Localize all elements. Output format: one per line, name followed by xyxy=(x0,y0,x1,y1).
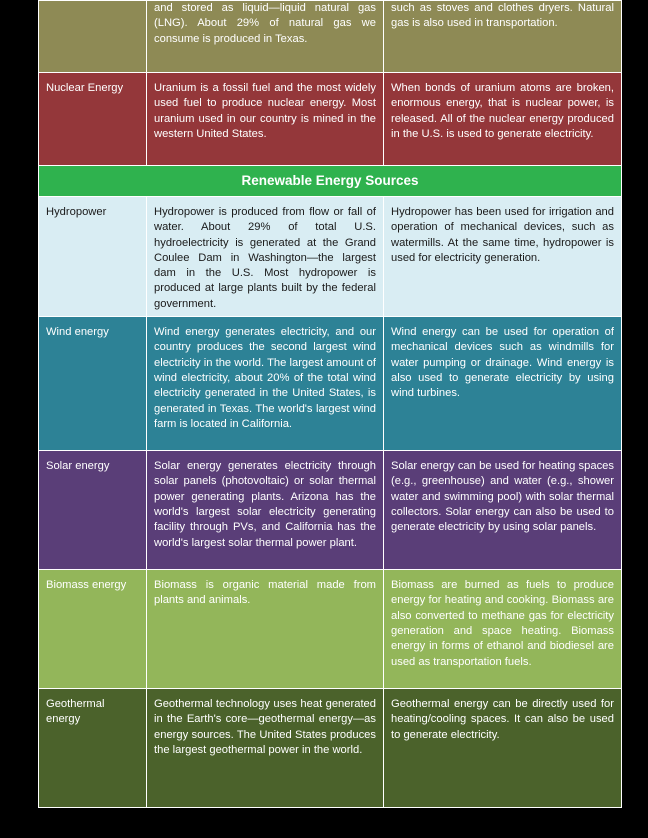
energy-source-cell: and stored as liquid—liquid natural gas (LNG). About 29% of natural gas we consume is produced in Texas. xyxy=(147,1,384,73)
table-row-hydropower xyxy=(39,197,622,317)
table-row-natural-gas-continuation xyxy=(39,1,622,73)
energy-name-cell: Nuclear Energy xyxy=(39,73,147,166)
table-row-solar-energy xyxy=(39,451,622,570)
energy-name-cell: Solar energy xyxy=(39,451,147,570)
energy-sources-table xyxy=(38,0,622,808)
energy-source-cell: Geothermal technology uses heat generated in the Earth's core—geothermal energy—as energy sources. The United States produces the largest geothermal power in the world. xyxy=(147,689,384,808)
energy-use-cell: Solar energy can be used for heating spaces (e.g., greenhouse) and water (e.g., shower water and swimming pool) with solar thermal collectors. Solar energy can also be used to generate electricity by using solar panels. xyxy=(384,451,622,570)
table-row-wind-energy xyxy=(39,317,622,451)
energy-use-cell: such as stoves and clothes dryers. Natural gas is also used in transportation. xyxy=(384,1,622,73)
energy-use-cell: Biomass are burned as fuels to produce energy for heating and cooking. Biomass are also converted to methane gas for electricity generation and space heating. Biomass energy in forms of ethanol and biodiesel are used as transportation fuels. xyxy=(384,570,622,689)
energy-source-cell: Biomass is organic material made from plants and animals. xyxy=(147,570,384,689)
energy-name-cell: Hydropower xyxy=(39,197,147,317)
energy-name-cell: Biomass energy xyxy=(39,570,147,689)
energy-source-cell: Uranium is a fossil fuel and the most widely used fuel to produce nuclear energy. Most uranium used in our country is mined in the western United States. xyxy=(147,73,384,166)
energy-name-cell: Geothermal energy xyxy=(39,689,147,808)
section-header-row xyxy=(39,166,622,197)
energy-use-cell: When bonds of uranium atoms are broken, enormous energy, that is nuclear power, is released. All of the nuclear energy produced in the U.S. is used to generate electricity. xyxy=(384,73,622,166)
energy-source-cell: Solar energy generates electricity through solar panels (photovoltaic) or solar thermal power generating plants. Arizona has the world's largest solar electricity generating facility through PVs, and California has the world's largest solar thermal power plant. xyxy=(147,451,384,570)
table-row-biomass-energy xyxy=(39,570,622,689)
energy-use-cell: Geothermal energy can be directly used for heating/cooling spaces. It can also be used to generate electricity. xyxy=(384,689,622,808)
energy-use-cell: Hydropower has been used for irrigation and operation of mechanical devices, such as watermills. At the same time, hydropower is used for electricity generation. xyxy=(384,197,622,317)
energy-name-cell: Wind energy xyxy=(39,317,147,451)
energy-name-cell xyxy=(39,1,147,73)
energy-source-cell: Wind energy generates electricity, and our country produces the second largest wind electricity in the world. The largest amount of wind electricity, about 20% of the total wind electricity generated in the United States, is generated in Texas. The world's largest wind farm is located in California. xyxy=(147,317,384,451)
table-row-nuclear-energy xyxy=(39,73,622,166)
table-row-geothermal-energy xyxy=(39,689,622,808)
energy-use-cell: Wind energy can be used for operation of mechanical devices such as windmills for water pumping or drainage. Wind energy is also used to generate electricity by using wind turbines. xyxy=(384,317,622,451)
energy-source-cell: Hydropower is produced from flow or fall of water. About 29% of total U.S. hydroelectricity is generated at the Grand Coulee Dam in Washington—the largest dam in the U.S. Most hydropower is produced at large plants built by the federal government. xyxy=(147,197,384,317)
section-title: Renewable Energy Sources xyxy=(39,166,622,197)
